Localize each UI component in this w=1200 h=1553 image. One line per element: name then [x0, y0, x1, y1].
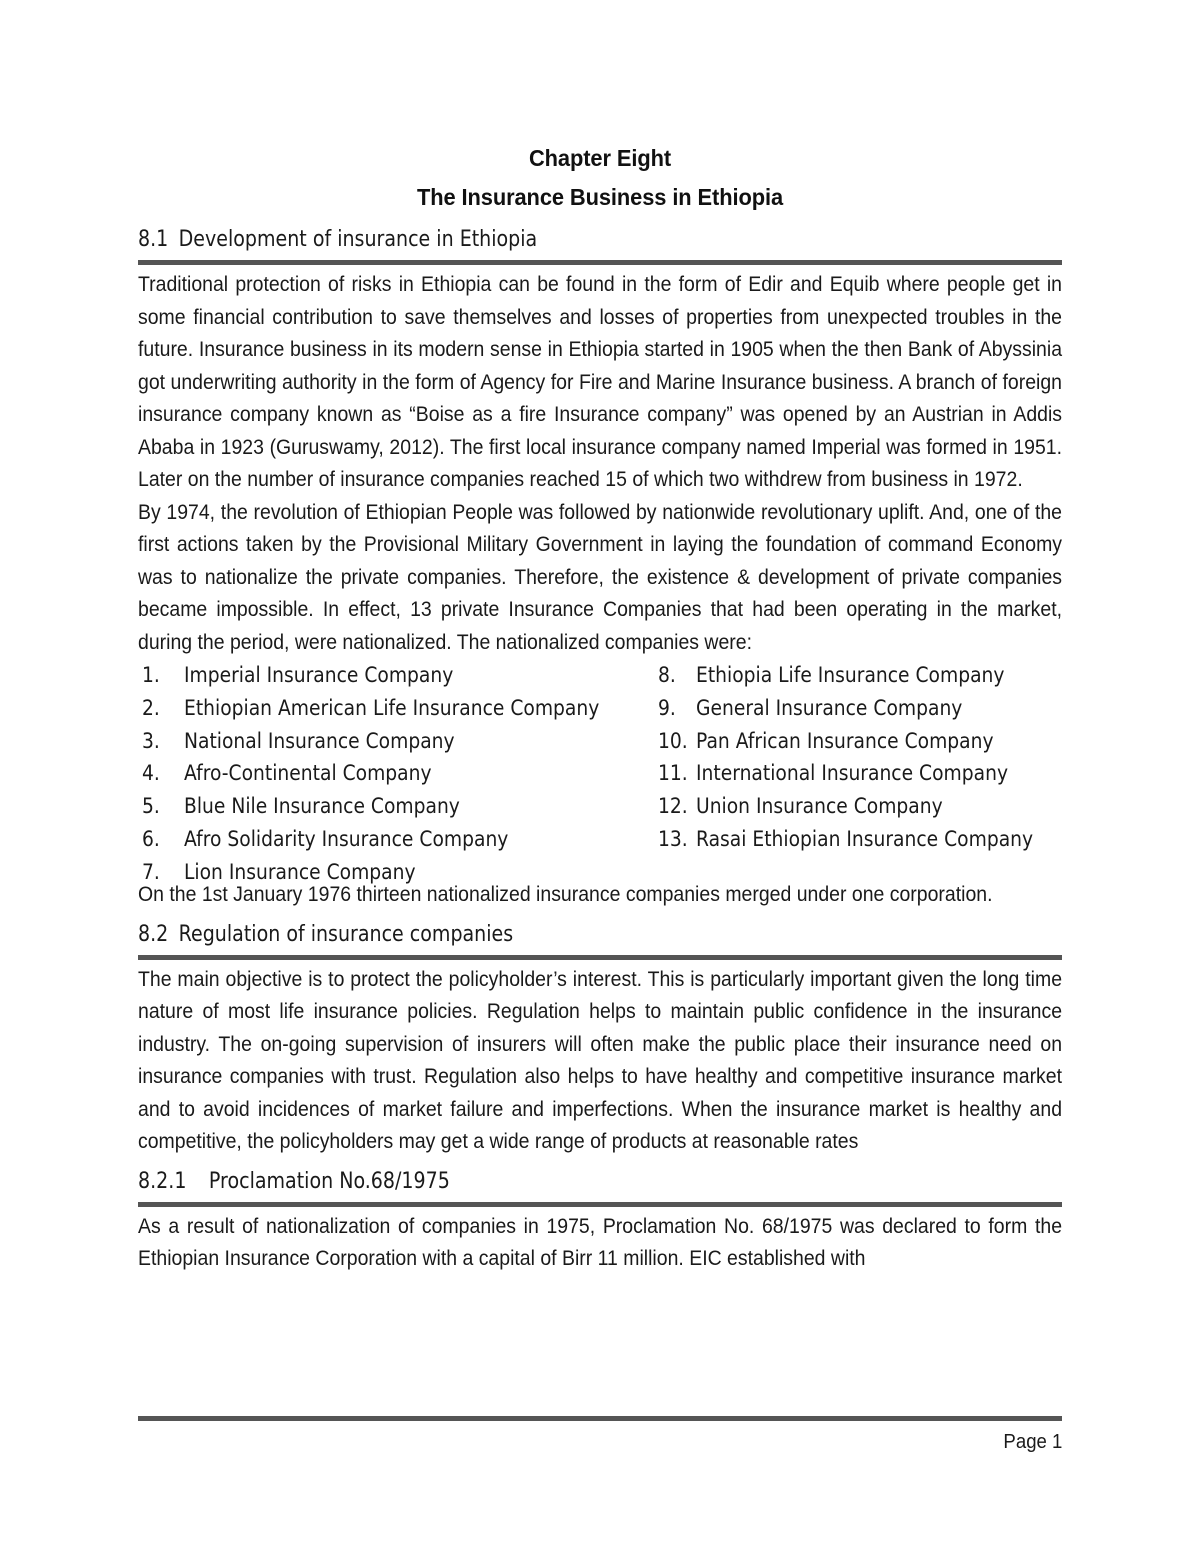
list-item-number: 13.	[658, 826, 688, 852]
section-divider-8-2-1	[138, 1202, 1062, 1207]
section-title-8-2-1: Proclamation No.68/1975	[208, 1168, 450, 1194]
list-item-label: Blue Nile Insurance Company	[184, 794, 460, 820]
list-item-number: 6.	[142, 826, 160, 852]
list-item-number: 4.	[142, 761, 160, 787]
list-item	[658, 693, 1062, 726]
page-footer	[138, 1428, 1062, 1456]
chapter-subtitle: The Insurance Business in Ethiopia	[416, 184, 784, 210]
list-item-label: Imperial Insurance Company	[184, 663, 454, 688]
paragraph-8-1-3: On the 1st January 1976 thirteen nationalized insurance companies merged under one corporation.	[138, 882, 993, 906]
list-item	[142, 758, 662, 791]
list-item-number: 11.	[658, 761, 688, 787]
list-item	[658, 726, 1062, 759]
list-item-number: 2.	[142, 695, 160, 721]
list-item-label: Ethiopia Life Insurance Company	[696, 663, 1005, 688]
list-item	[658, 660, 1062, 693]
list-item	[142, 693, 662, 726]
section-divider-8-2	[138, 955, 1062, 960]
list-item	[142, 824, 662, 857]
list-item-number: 7.	[142, 859, 160, 885]
list-item-label: Union Insurance Company	[696, 794, 943, 820]
list-item-number: 5.	[142, 794, 160, 820]
list-item	[142, 726, 662, 759]
list-item	[658, 791, 1062, 824]
list-item-label: Rasai Ethiopian Insurance Company	[696, 826, 1034, 852]
section-title-8-1: Development of insurance in Ethiopia	[178, 227, 538, 252]
list-item-label: International Insurance Company	[696, 761, 1009, 787]
list-item	[658, 758, 1062, 791]
chapter-title: Chapter Eight	[528, 145, 672, 171]
companies-left-column	[142, 660, 662, 890]
section-heading-8-2	[138, 919, 1062, 950]
list-item-label: National Insurance Company	[184, 728, 455, 754]
list-item-label: Pan African Insurance Company	[696, 728, 994, 754]
list-item-label: Afro-Continental Company	[184, 761, 432, 787]
list-item	[142, 791, 662, 824]
paragraph-8-2-1: The main objective is to protect the policyholder’s interest. This is particularly important given the long time nature of most life insurance policies. Regulation helps to maintain public confidence in the insurance industry. The on-going supervision of insurers will often make the public place their insurance need on insurance companies with trust. Regulation also helps to have healthy and competitive insurance market and to avoid incidences of market failure and imperfections. When the insurance market is healthy and competitive, the policyholders may get a wide range of products at reasonable rates	[138, 966, 1063, 1153]
nationalized-companies-list	[138, 660, 1062, 885]
paragraph-8-1-1: Traditional protection of risks in Ethiopia can be found in the form of Edir and Equib where people get in some financial contribution to save themselves and losses of properties from unexpected troubles in the future. Insurance business in its modern sense in Ethiopia started in 1905 when the then Bank of Abyssinia got underwriting authority in the form of Agency for Fire and Marine Insurance business. A branch of foreign insurance company known as “Boise as a fire Insurance company” was opened by an Austrian in Addis Ababa in 1923 (Guruswamy, 2012). The first local insurance company named Imperial was formed in 1951. Later on the number of insurance companies reached 15 of which two withdrew from business in 1972.	[138, 272, 1063, 491]
list-item-label: Ethiopian American Life Insurance Company	[184, 695, 600, 721]
page-content	[138, 140, 1062, 1275]
paragraph-8-2-1-1: As a result of nationalization of companies in 1975, Proclamation No. 68/1975 was declared to form the Ethiopian Insurance Corporation with a capital of Birr 11 million. EIC established with	[138, 1213, 1063, 1270]
section-number-8-1: 8.1	[138, 227, 169, 252]
list-item	[658, 824, 1062, 857]
section-number-8-2: 8.2	[138, 921, 169, 947]
companies-right-column	[658, 660, 1062, 857]
list-item-number: 1.	[142, 663, 160, 688]
section-heading-8-2-1	[138, 1166, 1062, 1197]
list-item-number: 9.	[658, 695, 676, 721]
list-item-label: General Insurance Company	[696, 695, 963, 721]
list-item-number: 8.	[658, 663, 676, 688]
section-divider-8-1	[138, 260, 1062, 265]
page-number-label: Page 1	[1003, 1431, 1062, 1453]
list-item-number: 10.	[658, 728, 688, 754]
list-item-number: 3.	[142, 728, 160, 754]
section-heading-8-1	[138, 224, 1062, 255]
list-item	[142, 660, 662, 693]
section-title-8-2: Regulation of insurance companies	[178, 921, 514, 947]
section-number-8-2-1: 8.2.1	[138, 1168, 187, 1194]
list-item-number: 12.	[658, 794, 688, 820]
footer-divider	[138, 1416, 1062, 1421]
list-item-label: Lion Insurance Company	[184, 859, 416, 885]
list-item-label: Afro Solidarity Insurance Company	[184, 826, 509, 852]
paragraph-8-1-2: By 1974, the revolution of Ethiopian People was followed by nationwide revolutionary uplift. And, one of the first actions taken by the Provisional Military Government in laying the foundation of command Economy was to nationalize the private companies. Therefore, the existence & development of private companies became impossible. In effect, 13 private Insurance Companies that had been operating in the market, during the period, were nationalized. The nationalized companies were:	[138, 499, 1063, 654]
